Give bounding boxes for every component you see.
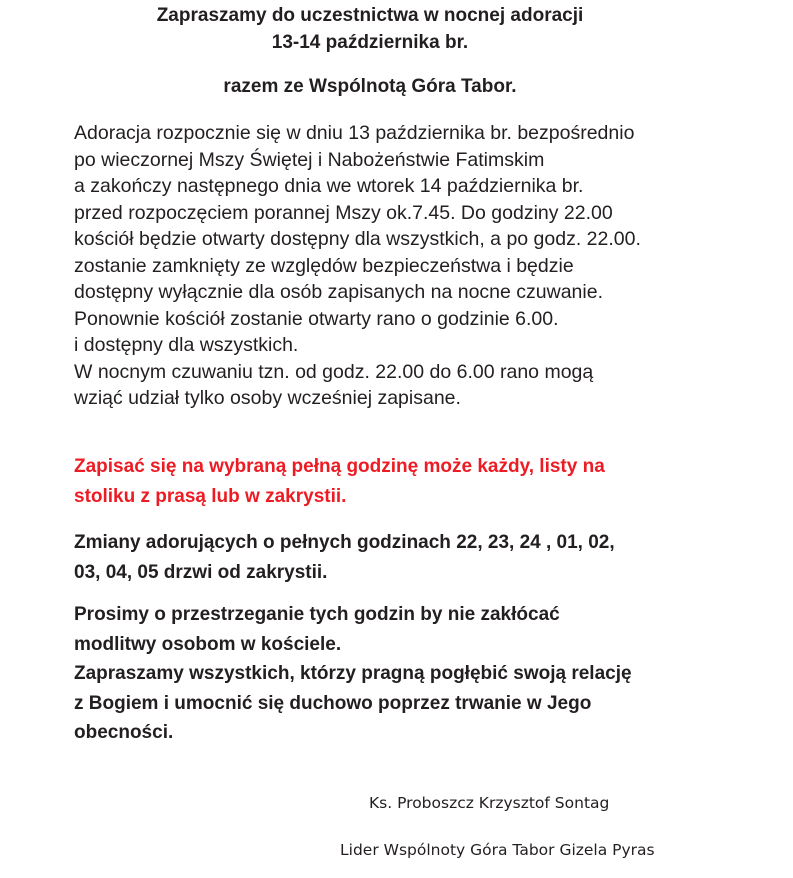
body-line: wziąć udział tylko osoby wcześniej zapisane. xyxy=(74,387,461,409)
body-line: W nocnym czuwaniu tzn. od godz. 22.00 do 6.00 rano mogą xyxy=(74,360,594,383)
body-line: po wieczornej Mszy Świętej i Nabożeństwie Fatimskim xyxy=(74,148,545,171)
shift-line: Zmiany adorujących o pełnych godzinach 22, 23, 24 , 01, 02, xyxy=(74,532,615,553)
signature-leader: Lider Wspólnoty Góra Tabor Gizela Pyras xyxy=(340,841,655,859)
signup-line: Zapisać się na wybraną pełną godzinę może każdy, listy na xyxy=(74,456,605,477)
body-line: Ponownie kościół zostanie otwarty rano o godzinie 6.00. xyxy=(74,307,559,330)
announcement-body xyxy=(74,120,641,412)
body-line: dostępny wyłącznie dla osób zapisanych na nocne czuwanie. xyxy=(74,281,603,303)
body-line: zostanie zamknięty ze względów bezpieczeństwa i będzie xyxy=(74,254,574,277)
closing-line: modlitwy osobom w kościele. xyxy=(74,633,342,655)
closing-line: obecności. xyxy=(74,722,174,743)
title-date: 13-14 października br. xyxy=(271,32,469,53)
title-line-1: Zapraszamy do uczestnictwa w nocnej adoracji xyxy=(156,5,584,26)
shift-changes xyxy=(74,528,713,587)
body-line: a zakończy następnego dnia we wtorek 14 października br. xyxy=(74,175,584,197)
closing-line: z Bogiem i umocnić się duchowo poprzez trwanie w Jego xyxy=(74,692,592,714)
title-community: razem ze Wspólnotą Góra Tabor. xyxy=(223,76,517,97)
body-line: przed rozpoczęciem porannej Mszy ok.7.45. Do godziny 22.00 xyxy=(74,201,613,224)
closing-line: Zapraszamy wszystkich, którzy pragną pogłębić swoją relację xyxy=(74,663,632,684)
closing-line: Prosimy o przestrzeganie tych godzin by nie zakłócać xyxy=(74,604,560,625)
signature-pastor: Ks. Proboszcz Krzysztof Sontag xyxy=(369,794,610,812)
shift-line: 03, 04, 05 drzwi od zakrystii. xyxy=(74,561,328,583)
body-line: Adoracja rozpocznie się w dniu 13 października br. bezpośrednio xyxy=(74,122,635,144)
signup-notice xyxy=(74,452,713,511)
body-line: i dostępny dla wszystkich. xyxy=(74,334,299,356)
signup-line: stoliku z prasą lub w zakrystii. xyxy=(74,485,347,507)
closing-paragraph xyxy=(74,600,713,748)
body-line: kościół będzie otwarty dostępny dla wszystkich, a po godz. 22.00. xyxy=(74,228,641,250)
